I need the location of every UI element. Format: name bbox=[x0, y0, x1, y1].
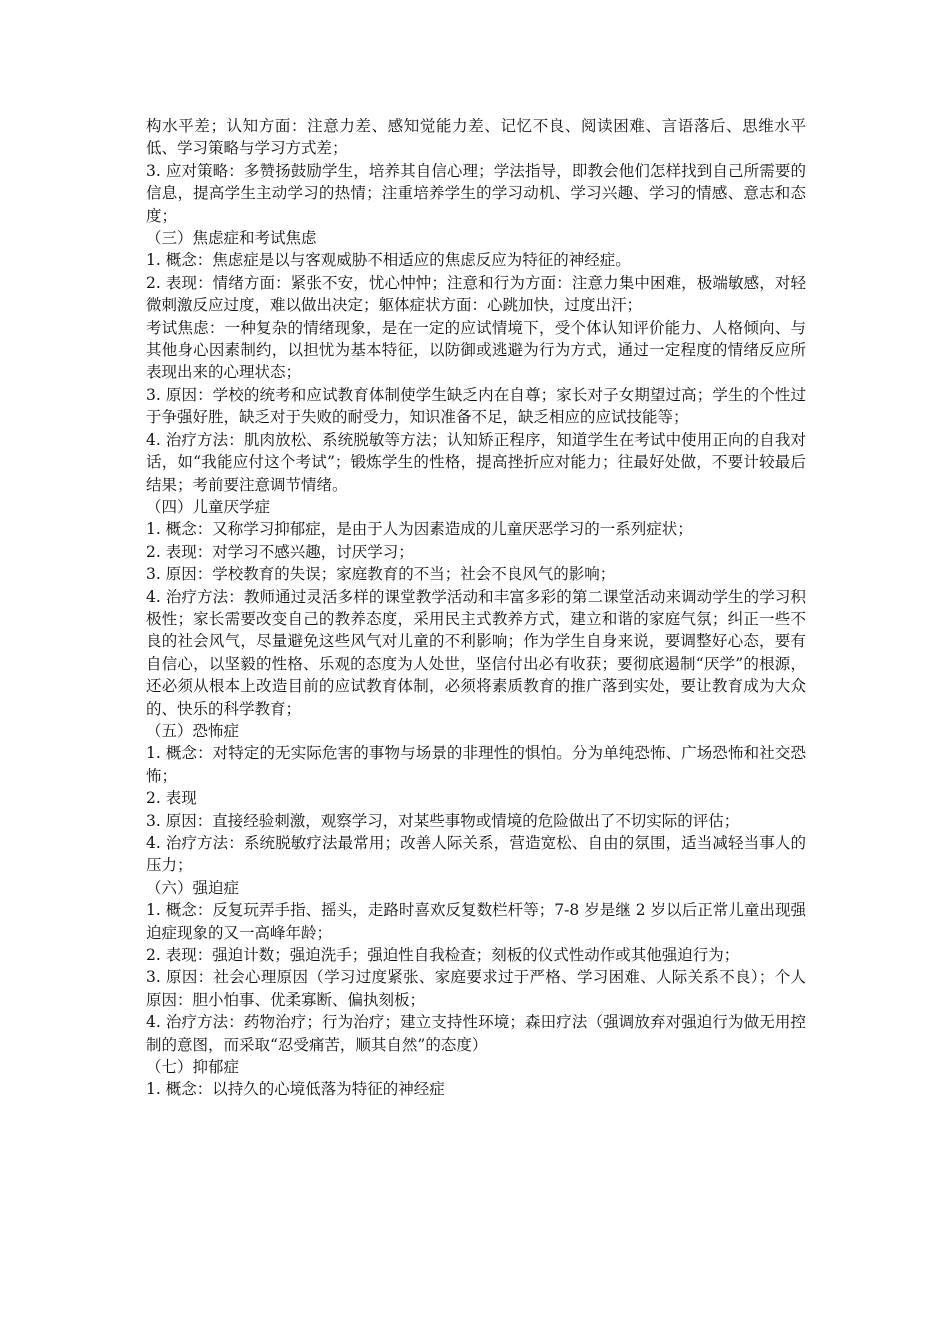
paragraph-anxiety-concept: 1. 概念：焦虑症是以与客观威胁不相适应的焦虑反应为特征的神经症。 bbox=[146, 251, 631, 270]
paragraph-depression-concept: 1. 概念：以持久的心境低落为特征的神经症 bbox=[146, 1080, 445, 1099]
paragraph-aversion-symptoms: 2. 表现：对学习不感兴趣，讨厌学习； bbox=[146, 542, 414, 561]
paragraph-ocd-symptoms: 2. 表现：强迫计数；强迫洗手；强迫性自我检查；刻板的仪式性动作或其他强迫行为； bbox=[146, 946, 740, 965]
section-heading-school-aversion: （四）儿童厌学症 bbox=[146, 497, 271, 516]
section-heading-anxiety: （三）焦虑症和考试焦虑 bbox=[146, 229, 317, 248]
paragraph-aversion-concept: 1. 概念：又称学习抑郁症，是由于人为因素造成的儿童厌恶学习的一系列症状； bbox=[146, 520, 693, 539]
paragraph-anxiety-causes: 3. 原因：学校的统考和应试教育体制使学生缺乏内在自尊；家长对子女期望过高；学生的个性过于争强好胜，缺乏对于失败的耐受力，知识准备不足，缺乏相应的应试技能等； bbox=[146, 385, 806, 427]
paragraph-coping-strategy: 3. 应对策略：多赞扬鼓励学生，培养其自信心理；学法指导，即教会他们怎样找到自己所需要的信息，提高学生主动学习的热情；注重培养学生的学习动机、学习兴趣、学习的情感、意志和态度； bbox=[146, 161, 806, 225]
paragraph-phobia-causes: 3. 原因：直接经验刺激，观察学习，对某些事物或情境的危险做出了不切实际的评估； bbox=[146, 811, 740, 830]
paragraph-cognitive-deficits: 构水平差；认知方面：注意力差、感知觉能力差、记忆不良、阅读困难、言语落后、思维水平低、学习策略与学习方式差； bbox=[146, 117, 806, 158]
paragraph-aversion-causes: 3. 原因：学校教育的失误；家庭教育的不当；社会不良风气的影响； bbox=[146, 565, 616, 584]
paragraph-phobia-treatment: 4. 治疗方法：系统脱敏疗法最常用；改善人际关系，营造宽松、自由的氛围，适当减轻当事人的压力； bbox=[146, 834, 806, 875]
paragraph-phobia-concept: 1. 概念：对特定的无实际危害的事物与场景的非理性的惧怕。分为单纯恐怖、广场恐怖和社交恐怖； bbox=[146, 744, 806, 785]
paragraph-ocd-concept: 1. 概念：反复玩弄手指、摇头，走路时喜欢反复数栏杆等；7-8 岁是继 2 岁以后正常儿童出现强迫症现象的又一高峰年龄； bbox=[146, 901, 806, 942]
paragraph-phobia-symptoms: 2. 表现 bbox=[146, 789, 197, 808]
paragraph-ocd-treatment: 4. 治疗方法：药物治疗；行为治疗；建立支持性环境；森田疗法（强调放弃对强迫行为做无用控制的意图，而采取“忍受痛苦，顺其自然”的态度） bbox=[146, 1013, 806, 1054]
paragraph-aversion-treatment: 4. 治疗方法：教师通过灵活多样的课堂教学活动和丰富多彩的第二课堂活动来调动学生的学习积极性；家长需要改变自己的教养态度，采用民主式教养方式，建立和谐的家庭气氛；纠正一些不良的社会风气，尽量避免这些风气对儿童的不利影响；作为学生自身来说，要调整好心态，要有自信心，以坚毅的性格、乐观的态度为人处世，坚信付出必有收获；要彻底遏制“厌学”的根源，还必须从根本上改造目前的应试教育体制，必须将素质教育的推广落到实处，要让教育成为大众的、快乐的科学教育； bbox=[146, 587, 806, 718]
paragraph-ocd-causes: 3. 原因：社会心理原因（学习过度紧张、家庭要求过于严格、学习困难、人际关系不良）；个人原因：胆小怕事、优柔寡断、偏执刻板； bbox=[146, 968, 806, 1009]
document-body bbox=[146, 115, 806, 1101]
section-heading-phobia: （五）恐怖症 bbox=[146, 721, 240, 740]
paragraph-anxiety-symptoms: 2. 表现：情绪方面：紧张不安，忧心忡忡；注意和行为方面：注意力集中困难，极端敏感，对轻微刺激反应过度，难以做出决定；躯体症状方面：心跳加快，过度出汗； bbox=[146, 273, 806, 315]
section-heading-depression: （七）抑郁症 bbox=[146, 1058, 240, 1077]
paragraph-exam-anxiety: 考试焦虑：一种复杂的情绪现象，是在一定的应试情境下，受个体认知评价能力、人格倾向、与其他身心因素制约，以担忧为基本特征，以防御或逃避为行为方式，通过一定程度的情绪反应所表现出来的心理状态； bbox=[146, 318, 806, 382]
paragraph-anxiety-treatment: 4. 治疗方法：肌肉放松、系统脱敏等方法；认知矫正程序，知道学生在考试中使用正向的自我对话，如“我能应付这个考试”；锻炼学生的性格，提高挫折应对能力；往最好处做，不要计较最后结果；考前要注意调节情绪。 bbox=[146, 430, 806, 494]
section-heading-ocd: （六）强迫症 bbox=[146, 878, 240, 897]
